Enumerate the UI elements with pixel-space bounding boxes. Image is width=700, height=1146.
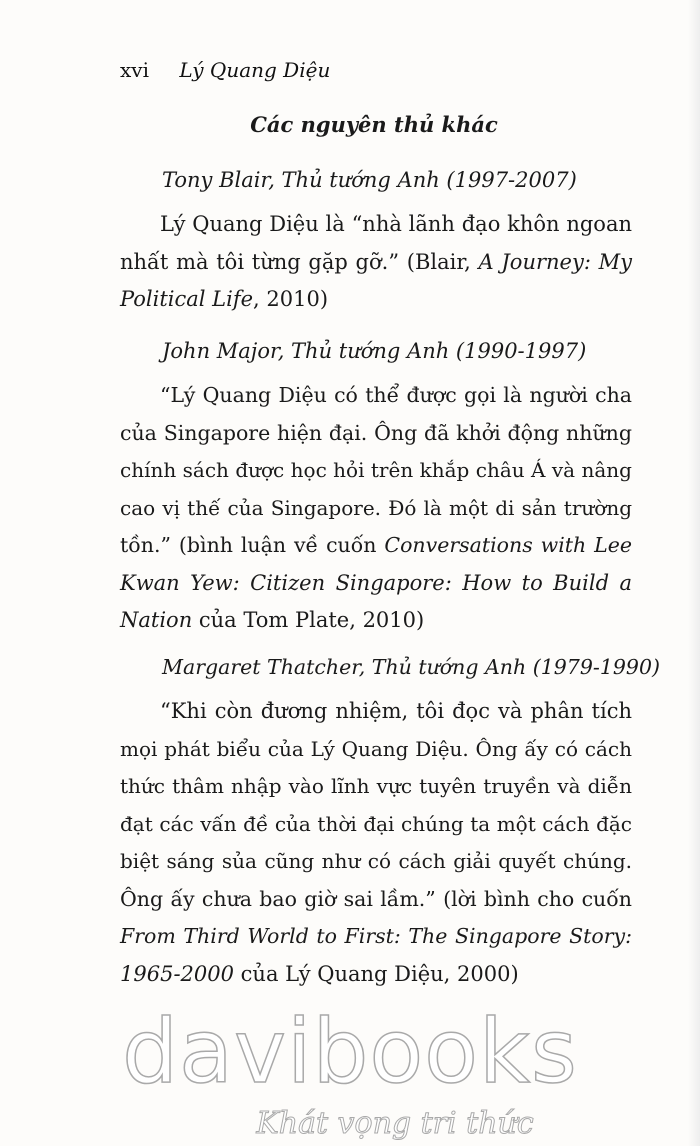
quote-line: biệt sáng sủa cũng như có cách giải quyết chúng. xyxy=(120,849,632,873)
quote-tony-blair xyxy=(120,206,632,319)
quote-line: chính sách được học hỏi trên khắp châu Á và nâng xyxy=(120,458,632,482)
page-number: xvi xyxy=(120,58,149,82)
book-title-ref: Nation xyxy=(120,608,193,632)
running-title: Lý Quang Diệu xyxy=(179,58,331,82)
quote-line: “Khi còn đương nhiệm, tôi đọc và phân tích xyxy=(160,699,632,723)
quote-line: Ông ấy chưa bao giờ sai lầm.” (lời bình cho cuốn xyxy=(120,886,632,911)
quote-line: “Lý Quang Diệu có thể được gọi là người cha xyxy=(160,383,632,407)
quote-line: cao vị thế của Singapore. Đó là một di sản trường xyxy=(120,495,632,520)
quote-line xyxy=(120,565,632,603)
quote-line: thức thâm nhập vào lĩnh vực tuyên truyền và diễn xyxy=(120,774,632,798)
book-title-ref: Conversations with Lee xyxy=(384,533,632,557)
quote-line: tồn.” (bình luận về cuốn Conversations with Lee xyxy=(120,533,632,557)
page-edge-shadow xyxy=(688,0,700,1146)
speaker-tony-blair: Tony Blair, Thủ tướng Anh (1997-2007) xyxy=(162,168,577,192)
watermark-slogan: Khát vọng tri thức xyxy=(256,1106,534,1141)
book-title-ref: A Journey: My xyxy=(478,249,632,274)
quote-line: Nation của Tom Plate, 2010) xyxy=(120,608,425,632)
section-title: Các nguyên thủ khác xyxy=(250,112,498,137)
quote-margaret-thatcher xyxy=(120,693,632,993)
book-title-ref: Kwan Yew: Citizen Singapore: How to Build a xyxy=(120,570,632,595)
quote-line: đạt các vấn đề của thời đại chúng ta một cách đặc xyxy=(120,811,632,836)
quote-line: mọi phát biểu của Lý Quang Diệu. Ông ấy có cách xyxy=(120,736,632,761)
quote-line: nhất mà tôi từng gặp gỡ.” (Blair, A Journey: My xyxy=(120,249,632,274)
quote-line: Political Life, 2010) xyxy=(120,287,329,311)
running-header xyxy=(120,58,330,82)
quote-line: của Singapore hiện đại. Ông đã khởi động những xyxy=(120,420,632,445)
quote-line xyxy=(120,918,632,956)
quote-line: 1965-2000 của Lý Quang Diệu, 2000) xyxy=(120,961,519,986)
book-title-ref: 1965-2000 xyxy=(120,961,234,986)
speaker-john-major: John Major, Thủ tướng Anh (1990-1997) xyxy=(162,339,587,363)
quote-line: Lý Quang Diệu là “nhà lãnh đạo khôn ngoan xyxy=(160,212,632,236)
watermark-brand: davibooks xyxy=(122,1000,578,1103)
speaker-margaret-thatcher: Margaret Thatcher, Thủ tướng Anh (1979-1990) xyxy=(162,655,660,679)
book-title-ref: From Third World to First: The Singapore Story: xyxy=(120,924,632,948)
book-title-ref: Political Life xyxy=(120,287,254,311)
quote-john-major xyxy=(120,377,632,640)
